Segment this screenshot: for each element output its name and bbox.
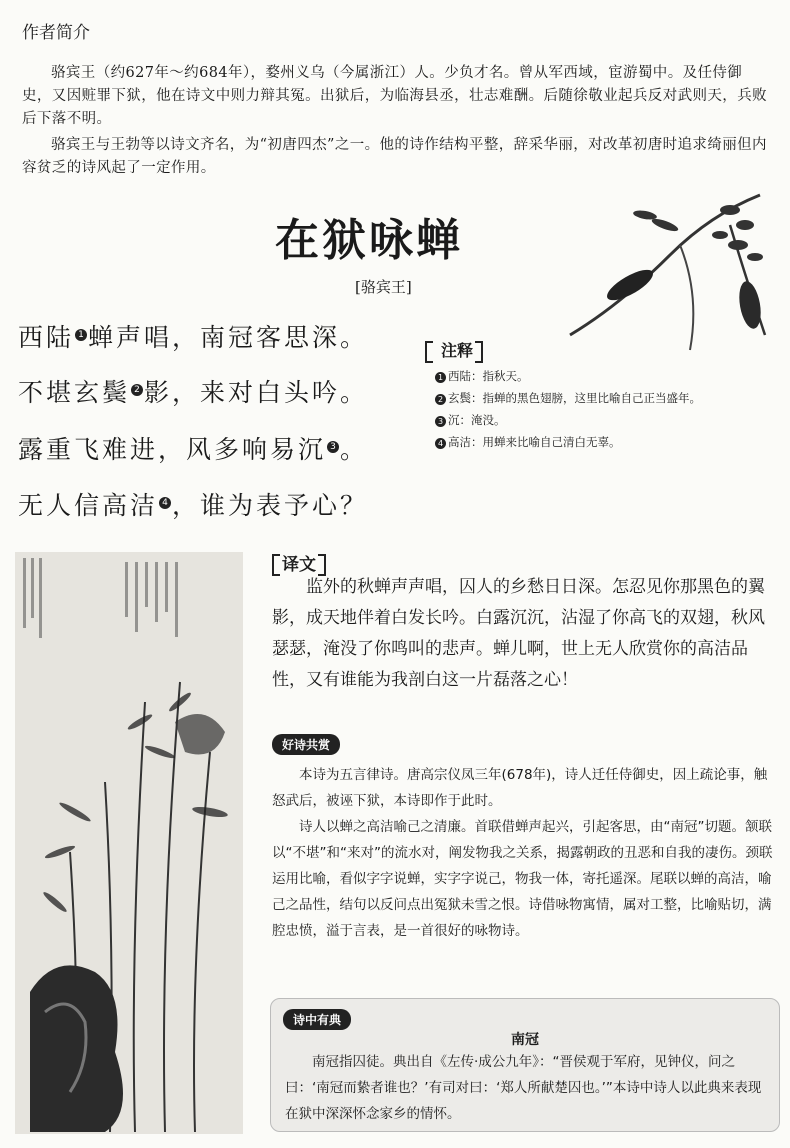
note-item: 2 玄鬓：指蝉的黑色翅膀，这里比喻自己正当盛年。	[435, 387, 775, 409]
poem-line-1: 西陆 $^1$ 蝉声唱，南冠客思深。	[18, 323, 369, 352]
cicada-branch-illustration	[560, 185, 780, 355]
note-marker: 3	[327, 441, 339, 453]
allusion-title: 南冠	[511, 1032, 539, 1048]
allusion-badge: 诗中有典	[283, 1009, 351, 1030]
translation-body: 监外的秋蝉声声唱，囚人的乡愁日日深。怎忍见你那黑色的翼影，成天地伴着白发长吟。白露沉沉，沾湿了你高飞的双翅，秋风瑟瑟，淹没了你鸣叫的悲声。蝉儿啊，世上无人欣赏你的高洁品性，又有谁能为我剖白这一片磊落之心！	[272, 577, 765, 690]
note-item: 3 沉：淹没。	[435, 409, 775, 431]
poem-title: 在狱咏蝉	[275, 215, 463, 266]
appreciation-paragraph-2: 诗人以蝉之高洁喻己之清廉。首联借蝉声起兴，引起客思，由“南冠”切题。颔联以“不堪”和“来对”的流水对，阐发物我之关系，揭露朝政的丑恶和自我的凄伤。颈联运用比喻，看似字字说蝉，实字字说己，物我一体，寄托遥深。尾联以蝉的高洁，喻己之品性，结句以反问点出冤狱未雪之恨。诗借咏物寓情，属对工整，比喻贴切，满腔忠愤，溢于言表，是一首很好的咏物诗。	[272, 819, 773, 939]
poem-line-2: 不堪玄鬓 $^2$ 影，来对白头吟。	[18, 378, 369, 407]
author-intro-paragraph-1: 骆宾王（约627年～约684年），婺州义乌（今属浙江）人。少负才名。曾从军西域，宦游蜀中。及任侍御史，又因赃罪下狱，他在诗文中则力辩其冤。出狱后，为临海县丞，壮志难酬。后随徐敬业起兵反对武则天，兵败后下落不明。	[22, 65, 767, 127]
author-intro-heading: 作者简介	[22, 23, 90, 43]
allusion-box	[270, 998, 780, 1132]
note-marker: 2	[131, 384, 143, 396]
appreciation-body	[272, 762, 777, 944]
note-item: 4 高洁：用蝉来比喻自己清白无辜。	[435, 431, 775, 453]
translation-title: 译文	[272, 550, 326, 576]
poem-author: [骆宾王]	[355, 278, 412, 296]
notes-box	[425, 338, 775, 453]
poem-line-3: 露重飞难进，风多响易沉 $^3$ 。	[18, 435, 369, 464]
poem-line-4: 无人信高洁 $^4$ ，谁为表予心？	[18, 491, 369, 520]
author-intro-paragraph-2: 骆宾王与王勃等以诗文齐名，为“初唐四杰”之一。他的诗作结构平整，辞采华丽，对改革初唐时追求绮丽但内容贫乏的诗风起了一定作用。	[22, 137, 767, 176]
appreciation-badge: 好诗共赏	[272, 734, 340, 755]
appreciation-paragraph-1: 本诗为五言律诗。唐高宗仪凤三年(678年)，诗人迁任侍御史，因上疏论事，触怒武后，被诬下狱，本诗即作于此时。	[272, 767, 768, 809]
allusion-body: 南冠指囚徒。典出自《左传·成公九年》：“晋侯观于军府，见钟仪，问之曰：‘南冠而絷者谁也？’有司对曰：‘郑人所献楚囚也。’”本诗中诗人以此典来表现在狱中深深怀念家乡的情怀。	[285, 1054, 762, 1122]
note-item: 1 西陆：指秋天。	[435, 365, 775, 387]
notes-title: 注释	[441, 341, 474, 360]
ink-painting-image	[15, 552, 243, 1134]
note-marker: 1	[75, 329, 87, 341]
note-marker: 4	[159, 497, 171, 509]
